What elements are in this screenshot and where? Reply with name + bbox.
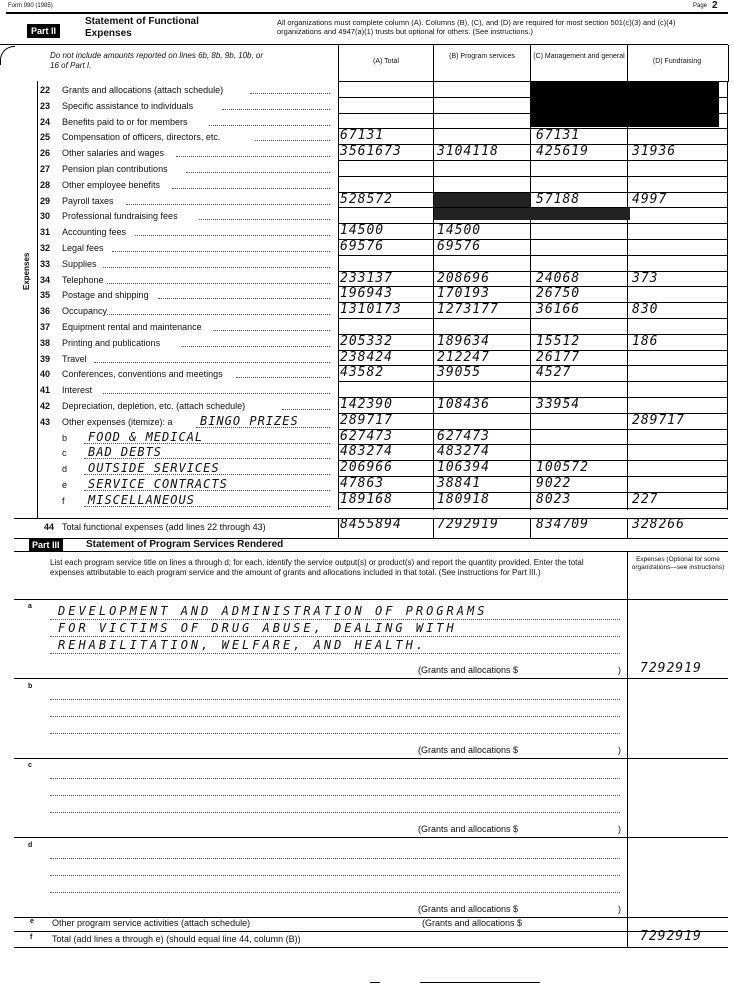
total-column-b[interactable]: 7292919 <box>437 517 499 532</box>
amount-column-c[interactable]: 33954 <box>536 397 581 412</box>
line-label: Interest <box>62 385 93 396</box>
line-label: Other salaries and wages <box>62 148 165 159</box>
line-label: Equipment rental and maintenance <box>62 322 202 332</box>
amount-column-a[interactable]: 3561673 <box>340 144 402 160</box>
line-number: 33 <box>40 258 51 269</box>
line-number: 22 <box>40 85 51 95</box>
amount-column-b[interactable]: 38841 <box>437 476 482 491</box>
form-label: Form 990 (1985) <box>8 3 53 9</box>
amount-column-a[interactable]: 528572 <box>340 191 393 207</box>
leader-dots <box>176 156 330 157</box>
line-number: 23 <box>40 100 51 111</box>
amount-column-b[interactable]: 3104118 <box>437 144 499 160</box>
row-rule <box>338 429 728 430</box>
program-description-rule <box>50 699 620 700</box>
amount-column-a[interactable]: 43582 <box>340 365 385 381</box>
leader-dots <box>181 346 330 347</box>
program-description-rule <box>50 619 620 620</box>
line-number: 43 <box>40 416 51 427</box>
line-label: Grants and allocations (attach schedule) <box>62 85 224 95</box>
line-number: f <box>62 495 65 506</box>
column-rule <box>530 81 531 510</box>
line-e-letter: e <box>30 918 34 925</box>
row-rule <box>338 192 728 193</box>
amount-column-b[interactable]: 170193 <box>437 286 490 302</box>
amount-column-a[interactable]: 47863 <box>340 476 385 491</box>
row-rule <box>338 255 728 256</box>
line-number: 38 <box>40 337 51 348</box>
line-e-label: Other program service activities (attach schedule) <box>52 918 251 928</box>
line-number: e <box>62 480 68 490</box>
row-rule <box>338 223 728 224</box>
line-label: Accounting fees <box>62 227 127 238</box>
amount-column-a[interactable]: 238424 <box>340 349 393 365</box>
total-line-label: Total functional expenses (add lines 22 through 43) <box>62 522 266 532</box>
part3-instruction: List each program service title on lines a through d; for each, identify the service output(s) or product(s) and report the quantity provided. Enter the total expenses attributable to each program service and the amount of grants and allocations included in that total. (See instructions for Part III.) <box>50 558 584 577</box>
part3-title: Statement of Program Services Rendered <box>86 539 284 550</box>
amount-column-a[interactable]: 206966 <box>340 460 393 476</box>
program-description-rule <box>50 778 620 779</box>
amount-column-d[interactable]: 373 <box>632 270 659 286</box>
line-number: 30 <box>40 211 51 222</box>
total-line-number: 44 <box>44 522 55 532</box>
line-number: 31 <box>40 227 51 238</box>
total-column-a[interactable]: 8455894 <box>340 517 402 532</box>
grants-allocations-label: (Grants and allocations $ <box>418 824 519 834</box>
line-f-letter: f <box>30 934 33 941</box>
leader-dots <box>112 251 330 252</box>
line-label: Payroll taxes <box>62 195 114 206</box>
leader-dots <box>209 125 330 126</box>
amount-column-a[interactable]: 69576 <box>340 239 385 254</box>
line-f-label: Total (add lines a through e) (should equal line 44, column (B)) <box>52 934 301 944</box>
row-rule <box>338 286 728 287</box>
line-number: 24 <box>40 116 51 127</box>
amount-column-c[interactable]: 36166 <box>536 302 581 318</box>
line-label: Printing and publications <box>62 337 161 348</box>
other-expense-item[interactable]: SERVICE CONTRACTS <box>88 477 228 491</box>
line-label: Benefits paid to or for members <box>62 116 188 127</box>
row-rule <box>338 444 728 445</box>
grants-bracket: ) <box>618 665 621 675</box>
program-line-letter: d <box>28 842 33 849</box>
row-rule <box>338 128 728 129</box>
program-line-rule <box>14 837 728 838</box>
leader-dots <box>186 172 330 173</box>
expenses-side-label: Expenses <box>22 252 31 290</box>
row-rule <box>338 350 728 351</box>
line-label: Postage and shipping <box>62 290 149 301</box>
line-label: Depreciation, depletion, etc. (attach schedule) <box>62 401 246 411</box>
program-description-text[interactable]: FOR VICTIMS OF DRUG ABUSE, DEALING WITH <box>58 621 457 635</box>
amount-column-c[interactable]: 425619 <box>536 144 589 160</box>
line-label: Other employee benefits <box>62 179 161 190</box>
row-rule <box>338 318 728 319</box>
total-column-c[interactable]: 834709 <box>536 517 589 532</box>
amount-column-a[interactable]: 205332 <box>340 333 393 349</box>
line-label: Telephone <box>62 274 104 285</box>
amount-column-c[interactable]: 15512 <box>536 333 581 349</box>
line-number: 42 <box>40 401 51 411</box>
amount-column-a[interactable]: 67131 <box>340 128 385 144</box>
grants-bracket: ) <box>618 824 621 834</box>
leader-dots <box>94 362 330 363</box>
leader-dots <box>199 219 330 220</box>
amount-column-a[interactable]: 627473 <box>340 428 393 444</box>
amount-column-c[interactable]: 26750 <box>536 286 581 302</box>
amount-column-a[interactable]: 14500 <box>340 223 385 239</box>
column-b-header: (B) Program services <box>449 53 515 60</box>
program-line-rule <box>14 758 728 759</box>
amount-column-d[interactable]: 4997 <box>632 191 668 207</box>
line-number: 40 <box>40 369 51 380</box>
leader-dots <box>107 283 330 284</box>
grants-allocations-label: (Grants and allocations $ <box>418 665 519 675</box>
row-rule <box>338 476 728 477</box>
leader-dots <box>135 235 330 236</box>
program-line-rule <box>14 678 728 679</box>
column-d-header: (D) Fundraising <box>652 58 702 65</box>
other-expense-item[interactable]: MISCELLANEOUS <box>88 492 195 507</box>
program-description-rule <box>50 858 620 859</box>
line-e-grants-label: (Grants and allocations $ <box>422 918 523 928</box>
line-label: Occupancy <box>62 306 108 317</box>
line-label: Compensation of officers, directors, etc. <box>62 132 221 143</box>
column-rule <box>727 81 728 510</box>
amount-column-d[interactable]: 289717 <box>632 412 685 428</box>
column-rule <box>433 81 434 510</box>
item-underline <box>196 427 330 428</box>
other-expense-item[interactable]: BAD DEBTS <box>88 445 163 460</box>
amount-column-b[interactable]: 189634 <box>437 333 490 349</box>
page-label: Page <box>693 3 708 9</box>
row-rule <box>338 160 728 161</box>
item-underline <box>84 506 330 507</box>
line-number: 29 <box>40 195 51 206</box>
leader-dots <box>213 330 330 331</box>
program-description-rule <box>50 653 620 654</box>
line-number: 36 <box>40 306 51 317</box>
line-number: 37 <box>40 322 51 332</box>
amount-column-b[interactable]: 69576 <box>437 239 482 254</box>
row-rule <box>338 239 728 240</box>
amount-column-c[interactable]: 24068 <box>536 270 581 286</box>
amount-column-a[interactable]: 1310173 <box>340 302 402 318</box>
grants-allocations-label: (Grants and allocations $ <box>418 904 519 914</box>
program-description-rule <box>50 716 620 717</box>
leader-dots <box>236 377 330 378</box>
amount-column-b[interactable]: 627473 <box>437 428 490 444</box>
leader-dots <box>158 298 330 299</box>
amount-column-d[interactable]: 830 <box>632 302 659 318</box>
line-number: 26 <box>40 148 51 159</box>
other-expense-item[interactable]: OUTSIDE SERVICES <box>88 461 220 476</box>
amount-column-a[interactable]: 196943 <box>340 286 393 302</box>
amount-column-a[interactable]: 142390 <box>340 397 393 412</box>
line-number: 32 <box>40 243 51 253</box>
leader-dots <box>103 267 330 268</box>
program-description-text[interactable]: DEVELOPMENT AND ADMINISTRATION OF PROGRAMS <box>58 604 488 618</box>
program-line-letter: a <box>28 603 32 610</box>
row-rule <box>338 460 728 461</box>
program-description-rule <box>50 733 620 734</box>
amount-column-d[interactable]: 227 <box>632 491 659 507</box>
item-underline <box>84 490 330 491</box>
line-label: Conferences, conventions and meetings <box>62 369 223 380</box>
amount-column-c[interactable]: 9022 <box>536 476 572 491</box>
amount-column-c[interactable]: 26177 <box>536 349 581 365</box>
line-label: Supplies <box>62 258 97 269</box>
line-number: 41 <box>40 385 51 396</box>
column-rule <box>627 81 628 510</box>
line-number: b <box>62 432 68 443</box>
row-rule <box>338 381 728 382</box>
item-underline <box>84 458 330 459</box>
line-label: Legal fees <box>62 243 104 253</box>
corner-mark <box>0 46 15 65</box>
amount-column-d[interactable]: 31936 <box>632 144 677 160</box>
leader-dots <box>255 140 330 141</box>
part3-expenses-header: Expenses (Optional for some organizations—see instructions) <box>631 556 725 571</box>
grants-bracket: ) <box>618 904 621 914</box>
program-description-rule <box>50 636 620 637</box>
program-description-rule <box>50 892 620 893</box>
line-number: 34 <box>40 274 51 285</box>
amount-column-b[interactable]: 106394 <box>437 460 490 476</box>
redacted-block <box>531 81 719 127</box>
line-number: 39 <box>40 353 51 364</box>
amount-column-b[interactable]: 108436 <box>437 397 490 412</box>
leader-dots <box>250 93 330 94</box>
line-number: 28 <box>40 179 51 190</box>
leader-dots <box>172 188 330 189</box>
header-rule <box>6 12 728 14</box>
amount-column-a[interactable]: 289717 <box>340 412 393 428</box>
amount-column-a[interactable]: 483274 <box>340 444 393 460</box>
part2-note: Do not include amounts reported on lines 6b, 8b, 9b, 10b, or 16 of Part I. <box>50 51 264 70</box>
row-rule <box>338 508 728 509</box>
program-line-letter: b <box>28 683 33 690</box>
redacted-block <box>434 208 630 220</box>
amount-column-d[interactable]: 186 <box>632 333 659 349</box>
line-label: Other expenses (itemize): a <box>62 416 173 427</box>
total-column-d[interactable]: 328266 <box>632 517 685 532</box>
program-line-letter: c <box>28 762 32 769</box>
row-rule <box>338 397 728 398</box>
line-number: 35 <box>40 290 51 301</box>
amount-column-b[interactable]: 180918 <box>437 491 490 507</box>
column-rule <box>338 81 339 510</box>
leader-dots <box>126 204 330 205</box>
program-description-rule <box>50 795 620 796</box>
line-f-value[interactable]: 7292919 <box>640 929 702 944</box>
amount-column-b[interactable]: 39055 <box>437 365 482 381</box>
row-rule <box>338 176 728 177</box>
part3-label: Part III <box>29 539 63 551</box>
amount-column-b[interactable]: 483274 <box>437 444 490 460</box>
amount-column-b[interactable]: 212247 <box>437 349 490 365</box>
amount-column-b[interactable]: 208696 <box>437 270 490 286</box>
amount-column-c[interactable]: 100572 <box>536 460 589 476</box>
column-a-header: (A) Total <box>373 58 399 65</box>
leader-dots <box>103 393 330 394</box>
item-underline <box>84 443 330 444</box>
leader-dots <box>222 109 330 110</box>
line-number: 27 <box>40 164 51 174</box>
other-expense-item[interactable]: FOOD & MEDICAL <box>88 429 204 444</box>
line-label: Specific assistance to individuals <box>62 100 194 111</box>
line-number: d <box>62 464 68 475</box>
row-rule <box>338 365 728 366</box>
program-description-text[interactable]: REHABILITATION, WELFARE, AND HEALTH. <box>58 638 427 652</box>
other-expense-item[interactable]: BINGO PRIZES <box>200 413 299 428</box>
row-rule <box>338 492 728 493</box>
line-number: 25 <box>40 132 51 143</box>
program-description-rule <box>50 812 620 813</box>
leader-dots <box>107 314 330 315</box>
amount-column-c[interactable]: 4527 <box>536 365 572 381</box>
amount-column-b[interactable]: 1273177 <box>437 302 499 318</box>
row-rule <box>338 334 728 335</box>
part2-instruction: All organizations must complete column (A). Columns (B), (C), and (D) are required for most section 501(c)(3) and (c)(4) organizations and 4947(a)(1) trusts but optional for others. (See instructions.) <box>277 18 676 36</box>
grants-bracket: ) <box>618 745 621 755</box>
part2-label: Part II <box>27 24 60 38</box>
amount-column-a[interactable]: 233137 <box>340 270 393 286</box>
line-number: c <box>62 448 67 459</box>
program-expense-value[interactable]: 7292919 <box>640 661 702 676</box>
row-rule <box>338 271 728 272</box>
line-label: Travel <box>62 353 87 364</box>
column-c-header: (C) Management and general <box>533 53 625 60</box>
program-description-rule <box>50 875 620 876</box>
amount-column-b[interactable]: 14500 <box>437 223 482 239</box>
item-underline <box>84 474 330 475</box>
amount-column-c[interactable]: 67131 <box>536 128 581 144</box>
line-label: Pension plan contributions <box>62 164 168 174</box>
line-label: Professional fundraising fees <box>62 211 178 222</box>
amount-column-a[interactable]: 189168 <box>340 491 393 507</box>
redacted-block <box>434 193 530 207</box>
page-number: 2 <box>712 0 718 11</box>
amount-column-c[interactable]: 57188 <box>536 191 581 207</box>
grants-allocations-label: (Grants and allocations $ <box>418 745 519 755</box>
amount-column-c[interactable]: 8023 <box>536 491 572 507</box>
part2-title: Statement of Functional Expenses <box>85 16 199 39</box>
leader-dots <box>282 409 330 410</box>
